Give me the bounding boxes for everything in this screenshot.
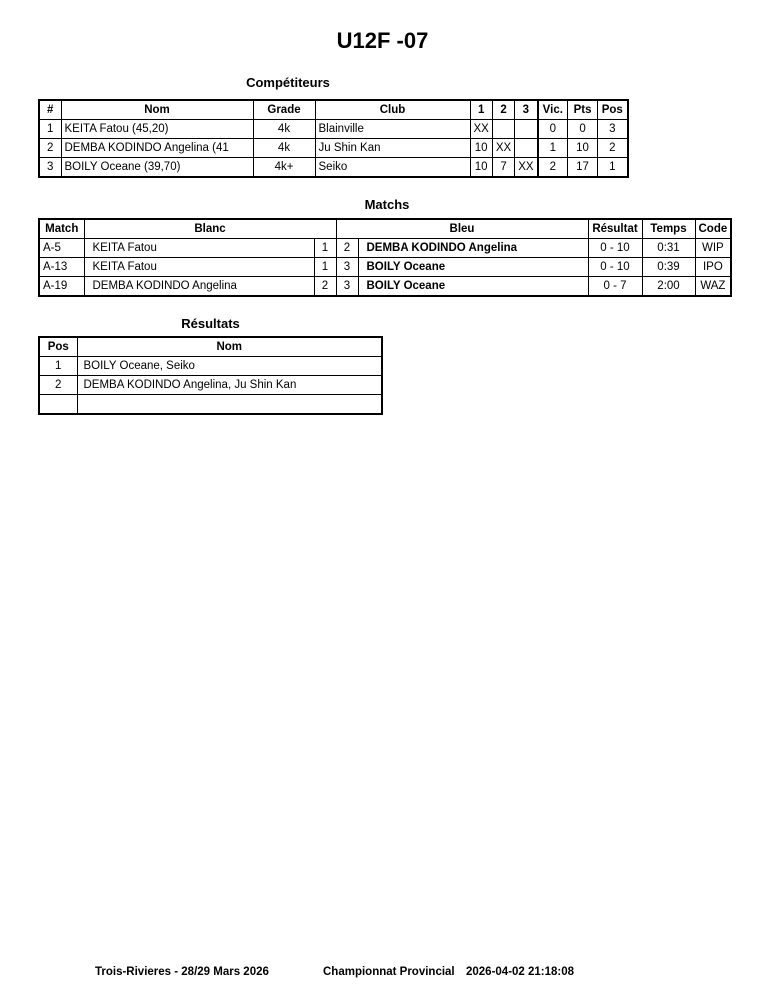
result-nom bbox=[77, 395, 382, 415]
matchs-header-row bbox=[39, 219, 731, 239]
col-2: 2 bbox=[492, 100, 514, 120]
competitor-vic: 1 bbox=[538, 139, 568, 158]
col-grade: Grade bbox=[253, 100, 315, 120]
col-blanc: Blanc bbox=[84, 219, 336, 239]
match-code: IPO bbox=[695, 258, 731, 277]
table-row bbox=[39, 258, 731, 277]
table-row bbox=[39, 139, 628, 158]
match-temps: 0:31 bbox=[642, 239, 695, 258]
score-2: 7 bbox=[492, 158, 514, 178]
match-id: A-5 bbox=[39, 239, 84, 258]
match-code: WIP bbox=[695, 239, 731, 258]
col-nom: Nom bbox=[61, 100, 253, 120]
match-blanc-num: 1 bbox=[314, 258, 336, 277]
score-1: 10 bbox=[470, 139, 492, 158]
match-bleu-num: 3 bbox=[336, 258, 358, 277]
match-bleu: DEMBA KODINDO Angelina bbox=[358, 239, 588, 258]
match-bleu-num: 3 bbox=[336, 277, 358, 297]
competitor-pos: 2 bbox=[598, 139, 628, 158]
match-id: A-19 bbox=[39, 277, 84, 297]
table-row bbox=[39, 239, 731, 258]
table-row bbox=[39, 395, 382, 415]
competitor-name: DEMBA KODINDO Angelina (41 bbox=[61, 139, 253, 158]
score-3 bbox=[515, 120, 538, 139]
footer-event: Trois-Rivieres - 28/29 Mars 2026 bbox=[95, 966, 269, 978]
competitor-club: Seiko bbox=[315, 158, 470, 178]
col-num: # bbox=[39, 100, 61, 120]
competitor-grade: 4k+ bbox=[253, 158, 315, 178]
match-bleu-num: 2 bbox=[336, 239, 358, 258]
match-resultat: 0 - 7 bbox=[588, 277, 642, 297]
competitor-club: Blainville bbox=[315, 120, 470, 139]
competitor-name: BOILY Oceane (39,70) bbox=[61, 158, 253, 178]
score-3 bbox=[515, 139, 538, 158]
competitor-club: Ju Shin Kan bbox=[315, 139, 470, 158]
col-pos: Pos bbox=[598, 100, 628, 120]
table-row bbox=[39, 376, 382, 395]
col-club: Club bbox=[315, 100, 470, 120]
col-pts: Pts bbox=[568, 100, 598, 120]
footer-championship: Championnat Provincial bbox=[323, 966, 455, 978]
competitor-pts: 17 bbox=[568, 158, 598, 178]
matchs-heading: Matchs bbox=[364, 197, 410, 212]
col-match: Match bbox=[39, 219, 84, 239]
table-row bbox=[39, 120, 628, 139]
matchs-table bbox=[38, 218, 732, 297]
resultats-heading: Résultats bbox=[181, 316, 240, 331]
competitor-grade: 4k bbox=[253, 120, 315, 139]
col-pos: Pos bbox=[39, 337, 77, 357]
competitor-name: KEITA Fatou (45,20) bbox=[61, 120, 253, 139]
score-3: XX bbox=[515, 158, 538, 178]
score-1: 10 bbox=[470, 158, 492, 178]
match-blanc: KEITA Fatou bbox=[84, 239, 314, 258]
col-temps: Temps bbox=[642, 219, 695, 239]
competitor-vic: 2 bbox=[538, 158, 568, 178]
score-1: XX bbox=[470, 120, 492, 139]
col-1: 1 bbox=[470, 100, 492, 120]
match-id: A-13 bbox=[39, 258, 84, 277]
competitor-vic: 0 bbox=[538, 120, 568, 139]
score-2 bbox=[492, 120, 514, 139]
competitors-heading: Compétiteurs bbox=[246, 75, 330, 90]
match-temps: 0:39 bbox=[642, 258, 695, 277]
match-bleu: BOILY Oceane bbox=[358, 277, 588, 297]
col-bleu: Bleu bbox=[336, 219, 588, 239]
competitor-pos: 3 bbox=[598, 120, 628, 139]
competitors-table bbox=[38, 99, 629, 178]
competitor-pts: 0 bbox=[568, 120, 598, 139]
match-bleu: BOILY Oceane bbox=[358, 258, 588, 277]
table-row bbox=[39, 158, 628, 178]
match-blanc-num: 1 bbox=[314, 239, 336, 258]
competitor-pos: 1 bbox=[598, 158, 628, 178]
footer-timestamp: 2026-04-02 21:18:08 bbox=[466, 966, 575, 978]
col-vic: Vic. bbox=[538, 100, 568, 120]
result-pos: 2 bbox=[39, 376, 77, 395]
competitors-header-row bbox=[39, 100, 628, 120]
page-title: U12F -07 bbox=[336, 28, 429, 53]
col-code: Code bbox=[695, 219, 731, 239]
match-blanc-num: 2 bbox=[314, 277, 336, 297]
table-row bbox=[39, 357, 382, 376]
competitor-num: 2 bbox=[39, 139, 61, 158]
score-2: XX bbox=[492, 139, 514, 158]
resultats-table bbox=[38, 336, 383, 415]
result-pos: 1 bbox=[39, 357, 77, 376]
table-row bbox=[39, 277, 731, 297]
competitor-grade: 4k bbox=[253, 139, 315, 158]
match-resultat: 0 - 10 bbox=[588, 258, 642, 277]
match-blanc: DEMBA KODINDO Angelina bbox=[84, 277, 314, 297]
result-pos bbox=[39, 395, 77, 415]
resultats-header-row bbox=[39, 337, 382, 357]
match-resultat: 0 - 10 bbox=[588, 239, 642, 258]
result-nom: DEMBA KODINDO Angelina, Ju Shin Kan bbox=[77, 376, 382, 395]
competitor-num: 1 bbox=[39, 120, 61, 139]
col-resultat: Résultat bbox=[588, 219, 642, 239]
col-3: 3 bbox=[515, 100, 538, 120]
match-code: WAZ bbox=[695, 277, 731, 297]
match-blanc: KEITA Fatou bbox=[84, 258, 314, 277]
result-nom: BOILY Oceane, Seiko bbox=[77, 357, 382, 376]
col-nom: Nom bbox=[77, 337, 382, 357]
competitor-num: 3 bbox=[39, 158, 61, 178]
competitor-pts: 10 bbox=[568, 139, 598, 158]
match-temps: 2:00 bbox=[642, 277, 695, 297]
